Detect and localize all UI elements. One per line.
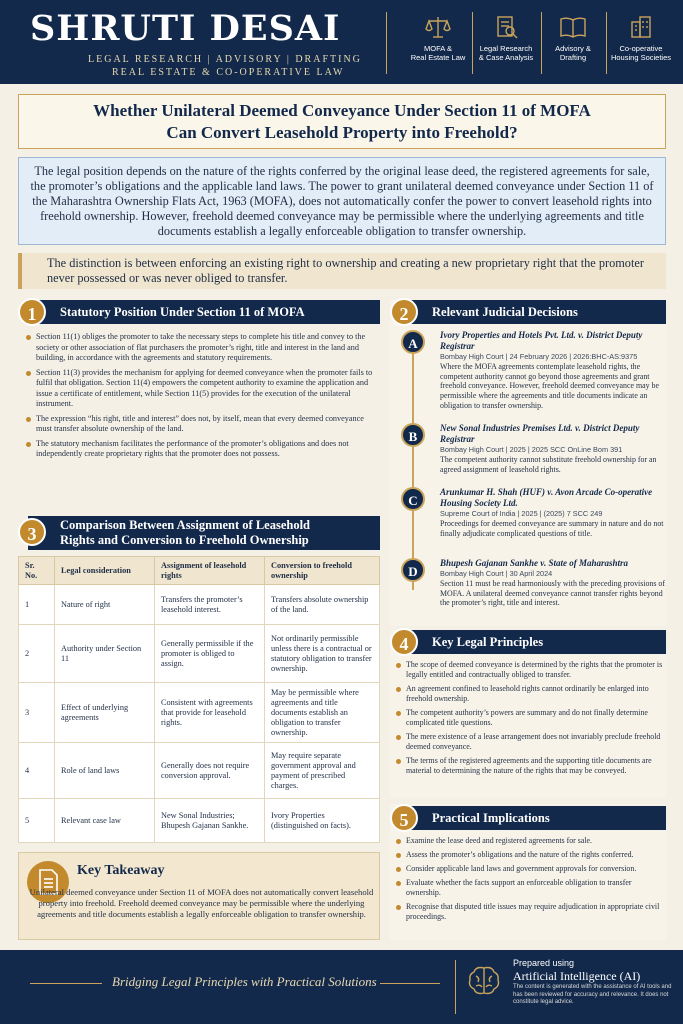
list-item: Section 11(3) provides the mechanism for applying for deemed conveyance when the promoter fails to fulfil that obligation. Section 11(4) empowers the competent authority to examine the application and issue a certificate of entitlement, while Section 11(5) provides for the execution of the unilateral instrument. [24, 368, 376, 410]
case-citation: Supreme Court of India | 2025 | (2025) 7 SCC 249 [440, 509, 603, 518]
title-line-2: Can Convert Leasehold Property into Freehold? [166, 123, 518, 142]
case-name: Bhupesh Gajanan Sankhe v. State of Maharashtra [440, 558, 628, 568]
divider [455, 960, 456, 1014]
nav-item-research [472, 14, 540, 62]
nav-label: Co-operative [619, 44, 663, 53]
nav-label: Advisory & [555, 44, 591, 53]
section-title: Statutory Position Under Section 11 of MOFA [60, 305, 305, 319]
list-item: Consider applicable land laws and government approvals for conversion. [394, 864, 664, 874]
section-1-badge: 1 [18, 298, 46, 326]
table-row [19, 625, 380, 683]
table-cell: New Sonal Industries; Bhupesh Gajanan Sankhe. [155, 799, 265, 843]
document-search-icon [493, 14, 519, 40]
divider [30, 983, 102, 984]
nav-label: Housing Societies [610, 53, 672, 62]
column-header: Assignment of leasehold rights [155, 557, 265, 585]
nav-item-advisory [539, 14, 607, 62]
nav-label: Legal Research [479, 44, 533, 53]
section-title: Key Legal Principles [432, 635, 544, 649]
timeline-line [412, 352, 414, 590]
column-header: Conversion to freehold ownership [265, 557, 380, 585]
case-badge-b: B [401, 423, 425, 447]
nav-label: MOFA & [424, 44, 452, 53]
key-takeaway-box [18, 852, 380, 940]
table-row [19, 743, 380, 799]
case-citation: Bombay High Court | 30 April 2024 [440, 569, 553, 578]
table-cell: Nature of right [55, 585, 155, 625]
list-item: Recognise that disputed title issues may require adjudication in appropriate civil proceedings. [394, 902, 664, 922]
section-3-badge: 3 [18, 518, 46, 546]
list-item: Examine the lease deed and registered agreements for sale. [394, 836, 664, 846]
case-badge-c: C [401, 487, 425, 511]
table-cell: May require separate government approval and payment of prescribed charges. [265, 743, 380, 799]
case-b [440, 423, 666, 474]
list-item: Assess the promoter’s obligations and the nature of the rights conferred. [394, 850, 664, 860]
nav-label: Real Estate Law [410, 53, 466, 62]
case-c [440, 487, 666, 538]
list-item: The competent authority’s powers are summary and do not finally determine complicated title questions. [394, 708, 664, 728]
case-badge-a: A [401, 330, 425, 354]
column-header: Legal consideration [55, 557, 155, 585]
case-name: Arunkumar H. Shah (HUF) v. Avon Arcade Co-operative Housing Society Ltd. [440, 487, 653, 508]
comparison-table [18, 556, 380, 843]
ai-label: Artificial Intelligence (AI) [513, 969, 641, 983]
divider [386, 12, 387, 74]
table-cell: 3 [19, 683, 55, 743]
nav-label: Drafting [559, 53, 587, 62]
takeaway-title: Key Takeaway [77, 863, 165, 878]
title-line-1: Whether Unilateral Deemed Conveyance Under Section 11 of MOFA [93, 101, 591, 120]
table-cell: Effect of underlying agreements [55, 683, 155, 743]
case-a [440, 330, 666, 411]
case-d [440, 558, 666, 608]
table-cell: Authority under Section 11 [55, 625, 155, 683]
table-cell: Generally permissible if the promoter is obliged to assign. [155, 625, 265, 683]
case-badge-d: D [401, 558, 425, 582]
nav-item-cooperative [606, 14, 676, 62]
list-item: An agreement confined to leasehold rights cannot ordinarily be enlarged into freehold ownership. [394, 684, 664, 704]
list-item: The terms of the registered agreements and the supporting title documents are material to determining the nature of the rights that may be conveyed. [394, 756, 664, 776]
section-3-header [28, 516, 380, 550]
table-row [19, 585, 380, 625]
table-cell: Transfers the promoter’s leasehold interest. [155, 585, 265, 625]
section-4-list [394, 660, 664, 780]
case-summary: Proceedings for deemed conveyance are summary in nature and do not finally adjudicate complicated questions of title. [440, 518, 664, 538]
table-cell: May be permissible where agreements and title documents establish an obligation to transfer ownership. [265, 683, 380, 743]
list-item: The statutory mechanism facilitates the performance of the promoter’s obligations and does not independently create proprietary rights that the promoter does not possess. [24, 439, 376, 460]
table-cell: Role of land laws [55, 743, 155, 799]
case-name: Ivory Properties and Hotels Pvt. Ltd. v. District Deputy Registrar [440, 330, 643, 351]
table-cell: Transfers absolute ownership of the land. [265, 585, 380, 625]
case-name: New Sonal Industries Premises Ltd. v. District Deputy Registrar [440, 423, 640, 444]
table-cell: 2 [19, 625, 55, 683]
list-item: Section 11(1) obliges the promoter to take the necessary steps to complete his title and convey to the society or other association of flat purchasers the promoter’s right, title and interest in the land and building, in accordance with the agreements and statutory requirements. [24, 332, 376, 364]
section-4-badge: 4 [390, 628, 418, 656]
case-summary: The competent authority cannot substitute freehold ownership for an agreed assignment of leasehold rights. [440, 454, 657, 474]
table-cell: Relevant case law [55, 799, 155, 843]
table-cell: Consistent with agreements that provide for leasehold rights. [155, 683, 265, 743]
scales-icon [425, 14, 451, 40]
case-summary: Section 11 must be read harmoniously with the preceding provisions of MOFA. A unilateral deemed conveyance cannot transfer rights beyond the promoter’s right, title and interest. [440, 578, 665, 608]
section-title: Comparison Between Assignment of Leasehold [60, 518, 311, 532]
table-cell: 5 [19, 799, 55, 843]
case-citation: Bombay High Court | 24 February 2026 | 2026:BHC-AS:9375 [440, 352, 638, 361]
section-title: Relevant Judicial Decisions [432, 305, 578, 319]
tagline-1: LEGAL RESEARCH | ADVISORY | DRAFTING [88, 54, 362, 65]
table-header-row [19, 557, 380, 585]
prepared-label: Prepared using [513, 958, 575, 968]
table-cell: Ivory Properties (distinguished on facts). [265, 799, 380, 843]
section-title: Rights and Conversion to Freehold Ownership [60, 533, 309, 547]
section-5-badge: 5 [390, 804, 418, 832]
table-row [19, 683, 380, 743]
list-item: The scope of deemed conveyance is determined by the rights that the promoter is legally entitled and contractually obliged to transfer. [394, 660, 664, 680]
footer-slogan: Bridging Legal Principles with Practical Solutions [112, 974, 377, 989]
case-citation: Bombay High Court | 2025 | 2025 SCC OnLine Bom 391 [440, 445, 623, 454]
nav-label: & Case Analysis [478, 53, 534, 62]
page-title [18, 94, 666, 149]
key-distinction-quote: The distinction is between enforcing an existing right to ownership and creating a new proprietary right that the promoter never possessed or was never obliged to transfer. [18, 253, 666, 289]
brain-icon [466, 964, 502, 998]
header [0, 0, 683, 84]
nav-item-mofa [404, 14, 472, 62]
table-cell: 1 [19, 585, 55, 625]
section-2-header [400, 300, 666, 324]
tagline-2: REAL ESTATE & CO-OPERATIVE LAW [112, 67, 345, 78]
list-item: The mere existence of a lease arrangement does not invariably preclude freehold deemed conveyance. [394, 732, 664, 752]
brand-name: SHRUTI DESAI [30, 8, 341, 49]
table-row [19, 799, 380, 843]
book-icon [558, 14, 588, 40]
disclaimer: The content is generated with the assistance of AI tools and has been reviewed for accuracy and relevance. It does not constitute legal advice. [513, 984, 672, 1005]
list-item: Evaluate whether the facts support an enforceable obligation to transfer ownership. [394, 878, 664, 898]
footer [0, 950, 683, 1024]
list-item: The expression “his right, title and interest” does not, by itself, mean that every deemed conveyance must transfer absolute ownership of the land. [24, 414, 376, 435]
table-cell: Not ordinarily permissible unless there is a contractual or statutory obligation to transfer ownership. [265, 625, 380, 683]
divider [380, 983, 440, 984]
column-header: Sr. No. [19, 557, 55, 585]
intro-paragraph: The legal position depends on the nature of the rights conferred by the original lease deed, the registered agreements for sale, the promoter’s obligations and the applicable land laws. The power to grant unilateral deemed conveyance under Section 11 of the Maharashtra Ownership Flats Act, 1963 (MOFA), does not automatically confer the power to convert leasehold rights into freehold ownership. However, freehold deemed conveyance may be permissible where the underlying agreements and title documents establish a legally enforceable obligation to transfer ownership. [18, 157, 666, 245]
table-cell: Generally does not require conversion approval. [155, 743, 265, 799]
section-1-list [24, 332, 376, 464]
section-1-header [28, 300, 380, 324]
section-5-list [394, 836, 664, 926]
case-summary: Where the MOFA agreements contemplate leasehold rights, the competent authority cannot go beyond those agreements and grant freehold conveyance. However, freehold deemed conveyance may be permissible where the agreements and title documents indicate an obligation to transfer ownership. [440, 361, 659, 410]
table-cell: 4 [19, 743, 55, 799]
section-2-badge: 2 [390, 298, 418, 326]
section-title: Practical Implications [432, 811, 550, 825]
section-4-header [400, 630, 666, 654]
takeaway-text: Unilateral deemed conveyance under Section 11 of MOFA does not automatically convert leasehold property into freehold. Freehold deemed conveyance may be permissible where the underlying agreements and title documents establish a legally enforceable obligation to transfer ownership. [29, 887, 374, 919]
building-icon [628, 14, 654, 40]
section-5-header [400, 806, 666, 830]
